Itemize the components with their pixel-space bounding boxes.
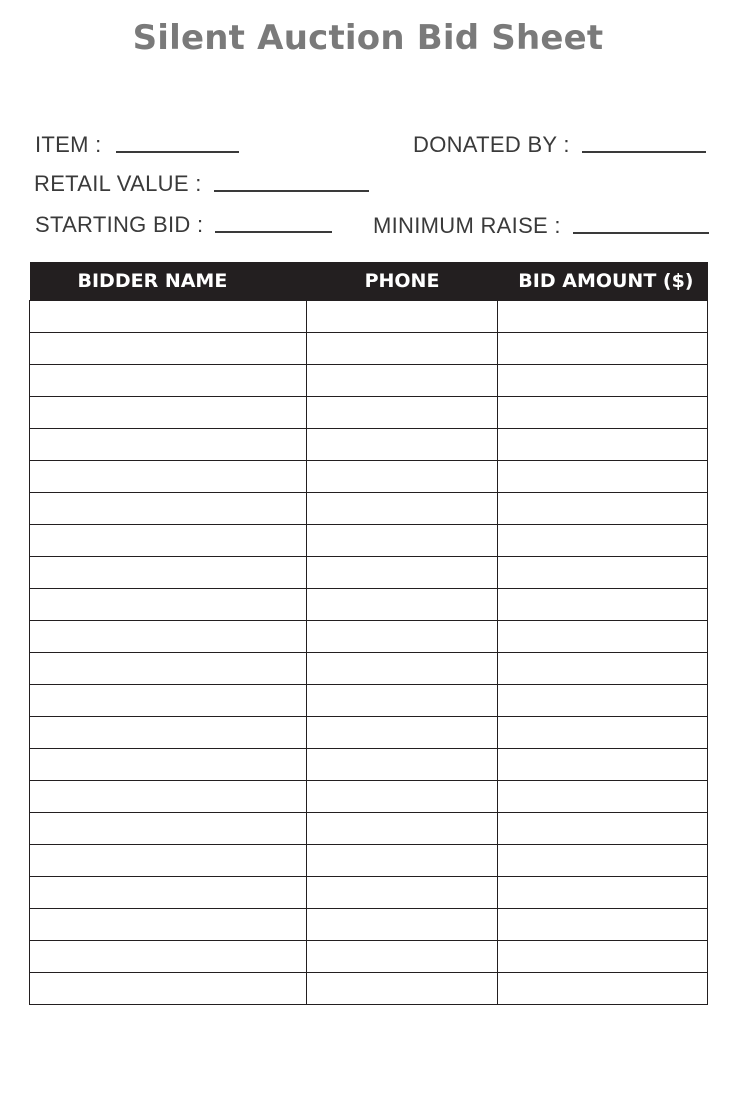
phone-cell[interactable] <box>307 685 498 717</box>
minimum-raise-field <box>373 214 709 238</box>
bidder-name-cell[interactable] <box>30 781 307 813</box>
page-title: Silent Auction Bid Sheet <box>132 18 604 58</box>
bid-amount-cell[interactable] <box>498 909 708 941</box>
bidder-name-cell[interactable] <box>30 557 307 589</box>
table-row <box>30 845 708 877</box>
phone-cell[interactable] <box>307 973 498 1005</box>
table-row <box>30 685 708 717</box>
bid-table <box>29 262 708 1005</box>
phone-cell[interactable] <box>307 653 498 685</box>
minimum-raise-input-line[interactable] <box>573 232 709 234</box>
retail-value-label: RETAIL VALUE : <box>34 171 202 196</box>
table-row <box>30 813 708 845</box>
table-row <box>30 333 708 365</box>
phone-cell[interactable] <box>307 493 498 525</box>
phone-cell[interactable] <box>307 461 498 493</box>
bid-amount-cell[interactable] <box>498 941 708 973</box>
bid-amount-cell[interactable] <box>498 813 708 845</box>
bidder-name-cell[interactable] <box>30 877 307 909</box>
bidder-name-cell[interactable] <box>30 301 307 333</box>
bidder-name-cell[interactable] <box>30 429 307 461</box>
bidder-name-cell[interactable] <box>30 589 307 621</box>
phone-cell[interactable] <box>307 909 498 941</box>
column-header-phone: PHONE <box>307 262 498 301</box>
starting-bid-input-line[interactable] <box>215 231 332 233</box>
phone-cell[interactable] <box>307 717 498 749</box>
bidder-name-cell[interactable] <box>30 397 307 429</box>
phone-cell[interactable] <box>307 749 498 781</box>
bid-amount-cell[interactable] <box>498 877 708 909</box>
table-row <box>30 749 708 781</box>
bidder-name-cell[interactable] <box>30 717 307 749</box>
table-row <box>30 429 708 461</box>
bid-amount-cell[interactable] <box>498 781 708 813</box>
retail-value-input-line[interactable] <box>214 190 369 192</box>
bid-amount-cell[interactable] <box>498 301 708 333</box>
bid-amount-cell[interactable] <box>498 333 708 365</box>
bidder-name-cell[interactable] <box>30 365 307 397</box>
bid-table-body <box>30 301 708 1005</box>
phone-cell[interactable] <box>307 941 498 973</box>
bid-amount-cell[interactable] <box>498 461 708 493</box>
phone-cell[interactable] <box>307 397 498 429</box>
bid-amount-cell[interactable] <box>498 653 708 685</box>
item-input-line[interactable] <box>116 151 239 153</box>
donated-by-field <box>413 133 706 157</box>
bidder-name-cell[interactable] <box>30 685 307 717</box>
retail-value-field <box>34 172 369 196</box>
bid-amount-cell[interactable] <box>498 397 708 429</box>
table-row <box>30 493 708 525</box>
bidder-name-cell[interactable] <box>30 461 307 493</box>
phone-cell[interactable] <box>307 333 498 365</box>
bid-amount-cell[interactable] <box>498 429 708 461</box>
table-row <box>30 941 708 973</box>
bid-amount-cell[interactable] <box>498 845 708 877</box>
item-field <box>35 133 239 157</box>
table-row <box>30 877 708 909</box>
column-header-bid-amount: BID AMOUNT ($) <box>498 262 708 301</box>
phone-cell[interactable] <box>307 301 498 333</box>
bidder-name-cell[interactable] <box>30 813 307 845</box>
bidder-name-cell[interactable] <box>30 909 307 941</box>
bid-table-header <box>30 262 708 301</box>
bid-amount-cell[interactable] <box>498 621 708 653</box>
bid-amount-cell[interactable] <box>498 557 708 589</box>
phone-cell[interactable] <box>307 813 498 845</box>
bidder-name-cell[interactable] <box>30 653 307 685</box>
bidder-name-cell[interactable] <box>30 845 307 877</box>
table-row <box>30 973 708 1005</box>
bidder-name-cell[interactable] <box>30 749 307 781</box>
phone-cell[interactable] <box>307 525 498 557</box>
bidder-name-cell[interactable] <box>30 941 307 973</box>
phone-cell[interactable] <box>307 781 498 813</box>
starting-bid-field <box>35 213 332 237</box>
donated-by-input-line[interactable] <box>582 151 706 153</box>
bid-amount-cell[interactable] <box>498 365 708 397</box>
minimum-raise-label: MINIMUM RAISE : <box>373 213 561 238</box>
table-row <box>30 717 708 749</box>
table-row <box>30 781 708 813</box>
bidder-name-cell[interactable] <box>30 621 307 653</box>
phone-cell[interactable] <box>307 845 498 877</box>
item-label: ITEM : <box>35 132 102 157</box>
bidder-name-cell[interactable] <box>30 333 307 365</box>
table-row <box>30 557 708 589</box>
table-row <box>30 653 708 685</box>
phone-cell[interactable] <box>307 621 498 653</box>
bid-amount-cell[interactable] <box>498 685 708 717</box>
bid-amount-cell[interactable] <box>498 717 708 749</box>
bidder-name-cell[interactable] <box>30 493 307 525</box>
table-row <box>30 301 708 333</box>
donated-by-label: DONATED BY : <box>413 132 570 157</box>
bid-amount-cell[interactable] <box>498 525 708 557</box>
phone-cell[interactable] <box>307 365 498 397</box>
table-row <box>30 621 708 653</box>
table-row <box>30 461 708 493</box>
table-row <box>30 525 708 557</box>
starting-bid-label: STARTING BID : <box>35 212 204 237</box>
bid-amount-cell[interactable] <box>498 589 708 621</box>
phone-cell[interactable] <box>307 589 498 621</box>
table-row <box>30 589 708 621</box>
bid-amount-cell[interactable] <box>498 493 708 525</box>
phone-cell[interactable] <box>307 877 498 909</box>
table-row <box>30 909 708 941</box>
bid-amount-cell[interactable] <box>498 973 708 1005</box>
phone-cell[interactable] <box>307 429 498 461</box>
table-row <box>30 397 708 429</box>
bidder-name-cell[interactable] <box>30 973 307 1005</box>
table-row <box>30 365 708 397</box>
phone-cell[interactable] <box>307 557 498 589</box>
bidder-name-cell[interactable] <box>30 525 307 557</box>
bid-amount-cell[interactable] <box>498 749 708 781</box>
column-header-bidder-name: BIDDER NAME <box>30 262 307 301</box>
